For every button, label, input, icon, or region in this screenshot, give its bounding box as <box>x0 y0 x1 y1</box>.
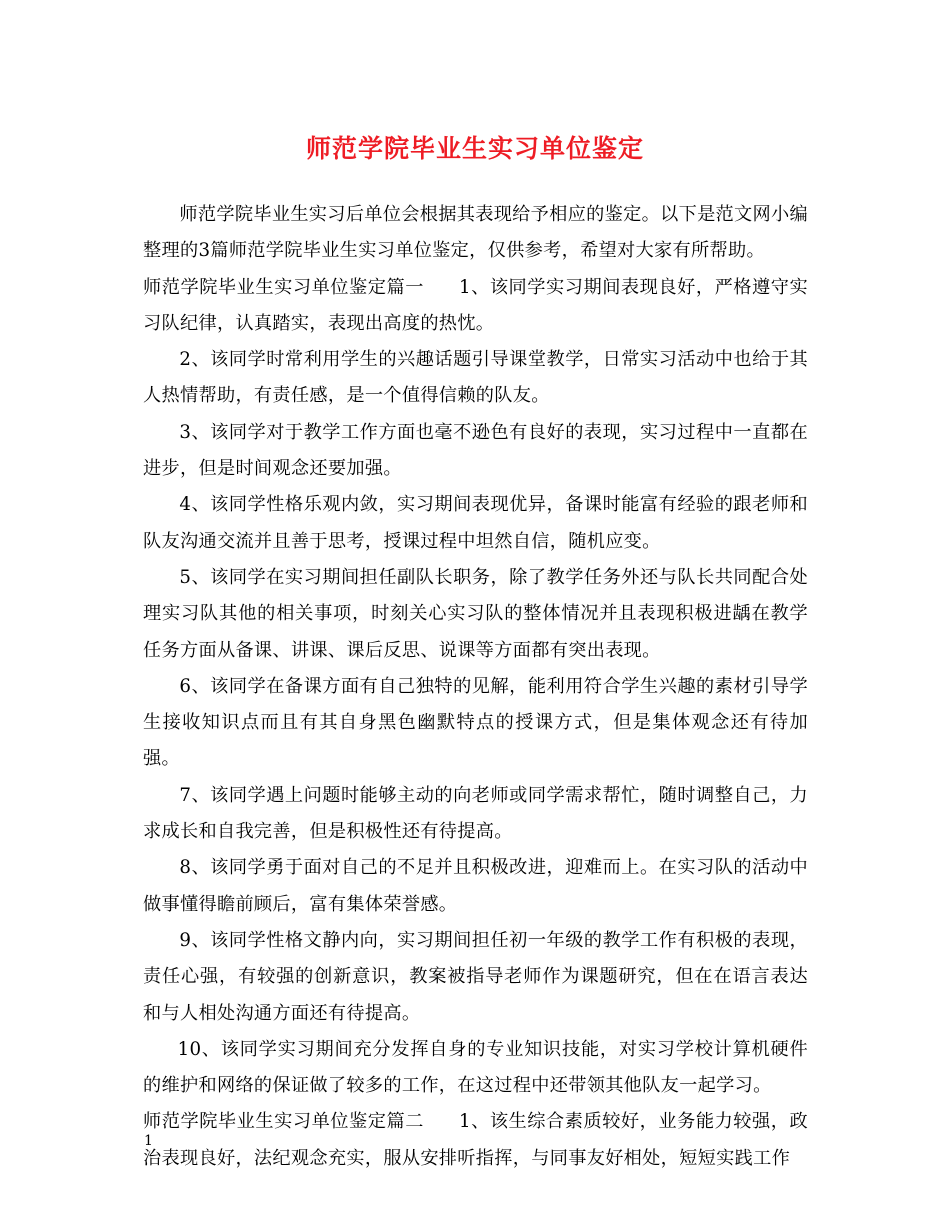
list-item-2: 2、该同学时常利用学生的兴趣话题引导课堂教学，日常实习活动中也给于其人热情帮助，有责任感，是一个值得信赖的队友。 <box>143 349 808 407</box>
section-2-item-1: 1、该生综合素质较好，业务能力较强，政治表现良好，法纪观念充实，服从安排听指挥，与同事友好相处，短短实践工作 <box>143 1111 808 1169</box>
list-item-3: 3、该同学对于教学工作方面也毫不逊色有良好的表现，实习过程中一直都在进步，但是时间观念还要加强。 <box>143 421 808 480</box>
page-title: 师范学院毕业生实习单位鉴定 <box>305 134 644 163</box>
section-1-paragraph <box>143 270 808 343</box>
list-item-9: 9、该同学性格文静内向，实习期间担任初一年级的教学工作有积极的表现，责任心强，有较强的创新意识，教案被指导老师作为课题研究，但在在语言表达和与人相处沟通方面还有待提高。 <box>143 929 808 1024</box>
section-1-item-1: 1、该同学实习期间表现良好，严格遵守实习队纪律，认真踏实，表现出高度的热忱。 <box>143 276 808 334</box>
section-2-paragraph <box>143 1104 808 1177</box>
list-item-7: 7、该同学遇上问题时能够主动的向老师或同学需求帮忙，随时调整自己，力求成长和自我完善，但是积极性还有待提高。 <box>143 784 808 843</box>
section-2-heading: 师范学院毕业生实习单位鉴定篇二 <box>143 1111 424 1133</box>
intro-paragraph: 师范学院毕业生实习后单位会根据其表现给予相应的鉴定。以下是范文网小编整理的3篇师范学院毕业生实习单位鉴定，仅供参考，希望对大家有所帮助。 <box>143 204 808 262</box>
list-item-10: 10、该同学实习期间充分发挥自身的专业知识技能，对实习学校计算机硬件的维护和网络的保证做了较多的工作，在这过程中还带领其他队友一起学习。 <box>143 1038 808 1097</box>
document-body <box>143 197 808 1177</box>
list-item-4: 4、该同学性格乐观内敛，实习期间表现优异，备课时能富有经验的跟老师和队友沟通交流并且善于思考，授课过程中坦然自信，随机应变。 <box>143 494 808 552</box>
list-item-6: 6、该同学在备课方面有自己独特的见解，能利用符合学生兴趣的素材引导学生接收知识点而且有其自身黑色幽默特点的授课方式，但是集体观念还有待加强。 <box>143 675 808 770</box>
list-item-5: 5、该同学在实习期间担任副队长职务，除了教学任务外还与队长共同配合处理实习队其他的相关事项，时刻关心实习队的整体情况并且表现积极进龋在教学任务方面从备课、讲课、课后反思、说课等方面都有突出表现。 <box>143 566 808 661</box>
section-1-heading: 师范学院毕业生实习单位鉴定篇一 <box>143 276 424 298</box>
page-number: 1 <box>144 1133 153 1149</box>
list-item-8: 8、该同学勇于面对自己的不足并且积极改进，迎难而上。在实习队的活动中做事懂得瞻前顾后，富有集体荣誉感。 <box>143 857 808 915</box>
